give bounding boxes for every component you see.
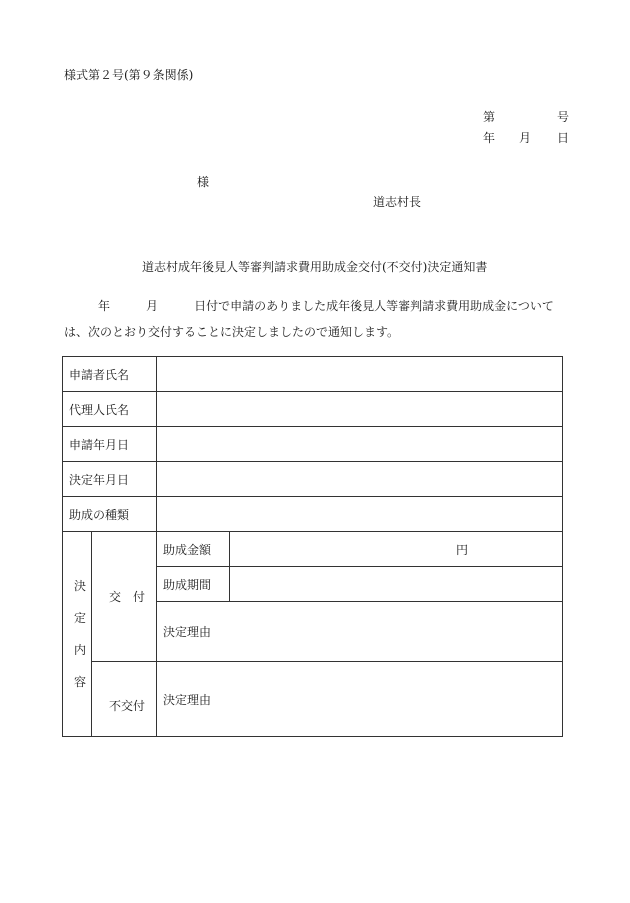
grant-reason-label: 決定理由 xyxy=(163,625,212,639)
table-row xyxy=(63,462,563,497)
form-number-label: 様式第２号(第９条関係) xyxy=(64,68,194,82)
amount-field[interactable] xyxy=(230,532,563,567)
decision-table xyxy=(62,356,563,737)
table-row xyxy=(63,662,563,737)
body-date-year: 年 xyxy=(98,299,111,313)
decision-content-char: 定 xyxy=(73,611,86,625)
nongrant-reason-label: 決定理由 xyxy=(163,692,212,707)
table-row xyxy=(63,427,563,462)
table-row xyxy=(63,392,563,427)
table-row xyxy=(63,497,563,532)
subsidy-type-label: 助成の種類 xyxy=(63,497,157,532)
reference-number-suffix: 号 xyxy=(557,110,570,124)
grant-label: 交 付 xyxy=(92,532,157,662)
decision-content-label xyxy=(63,532,92,737)
grant-reason-field[interactable] xyxy=(157,602,563,662)
issue-date-year: 年 xyxy=(483,131,496,145)
agent-name-label: 代理人氏名 xyxy=(63,392,157,427)
notice-body xyxy=(64,293,564,345)
application-date-label: 申請年月日 xyxy=(63,427,157,462)
nongrant-label: 不交付 xyxy=(92,662,157,737)
agent-name-field[interactable] xyxy=(157,392,563,427)
nongrant-reason-field[interactable] xyxy=(157,662,563,737)
issue-date-day: 日 xyxy=(557,131,570,145)
table-row xyxy=(63,532,563,567)
period-field[interactable] xyxy=(230,567,563,602)
subsidy-type-field[interactable] xyxy=(157,497,563,532)
table-row xyxy=(63,357,563,392)
decision-content-char: 容 xyxy=(73,675,86,689)
body-text: 日付で申請のありました成年後見人等審判請求費用助成金については、次のとおり交付することに決定しましたので通知します。 xyxy=(64,299,554,339)
applicant-name-label: 申請者氏名 xyxy=(63,357,157,392)
issuer-name: 道志村長 xyxy=(373,195,422,209)
body-date-month: 月 xyxy=(146,299,159,313)
decision-content-char: 内 xyxy=(73,643,86,657)
reference-number-prefix: 第 xyxy=(483,110,496,124)
application-date-field[interactable] xyxy=(157,427,563,462)
document-title: 道志村成年後見人等審判請求費用助成金交付(不交付)決定通知書 xyxy=(142,260,488,274)
addressee-honorific: 様 xyxy=(197,175,210,189)
amount-label: 助成金額 xyxy=(157,532,230,567)
decision-date-label: 決定年月日 xyxy=(63,462,157,497)
yen-unit: 円 xyxy=(456,542,469,557)
decision-date-field[interactable] xyxy=(157,462,563,497)
decision-content-char: 決 xyxy=(73,579,86,593)
issue-date-month: 月 xyxy=(519,131,532,145)
period-label: 助成期間 xyxy=(157,567,230,602)
applicant-name-field[interactable] xyxy=(157,357,563,392)
